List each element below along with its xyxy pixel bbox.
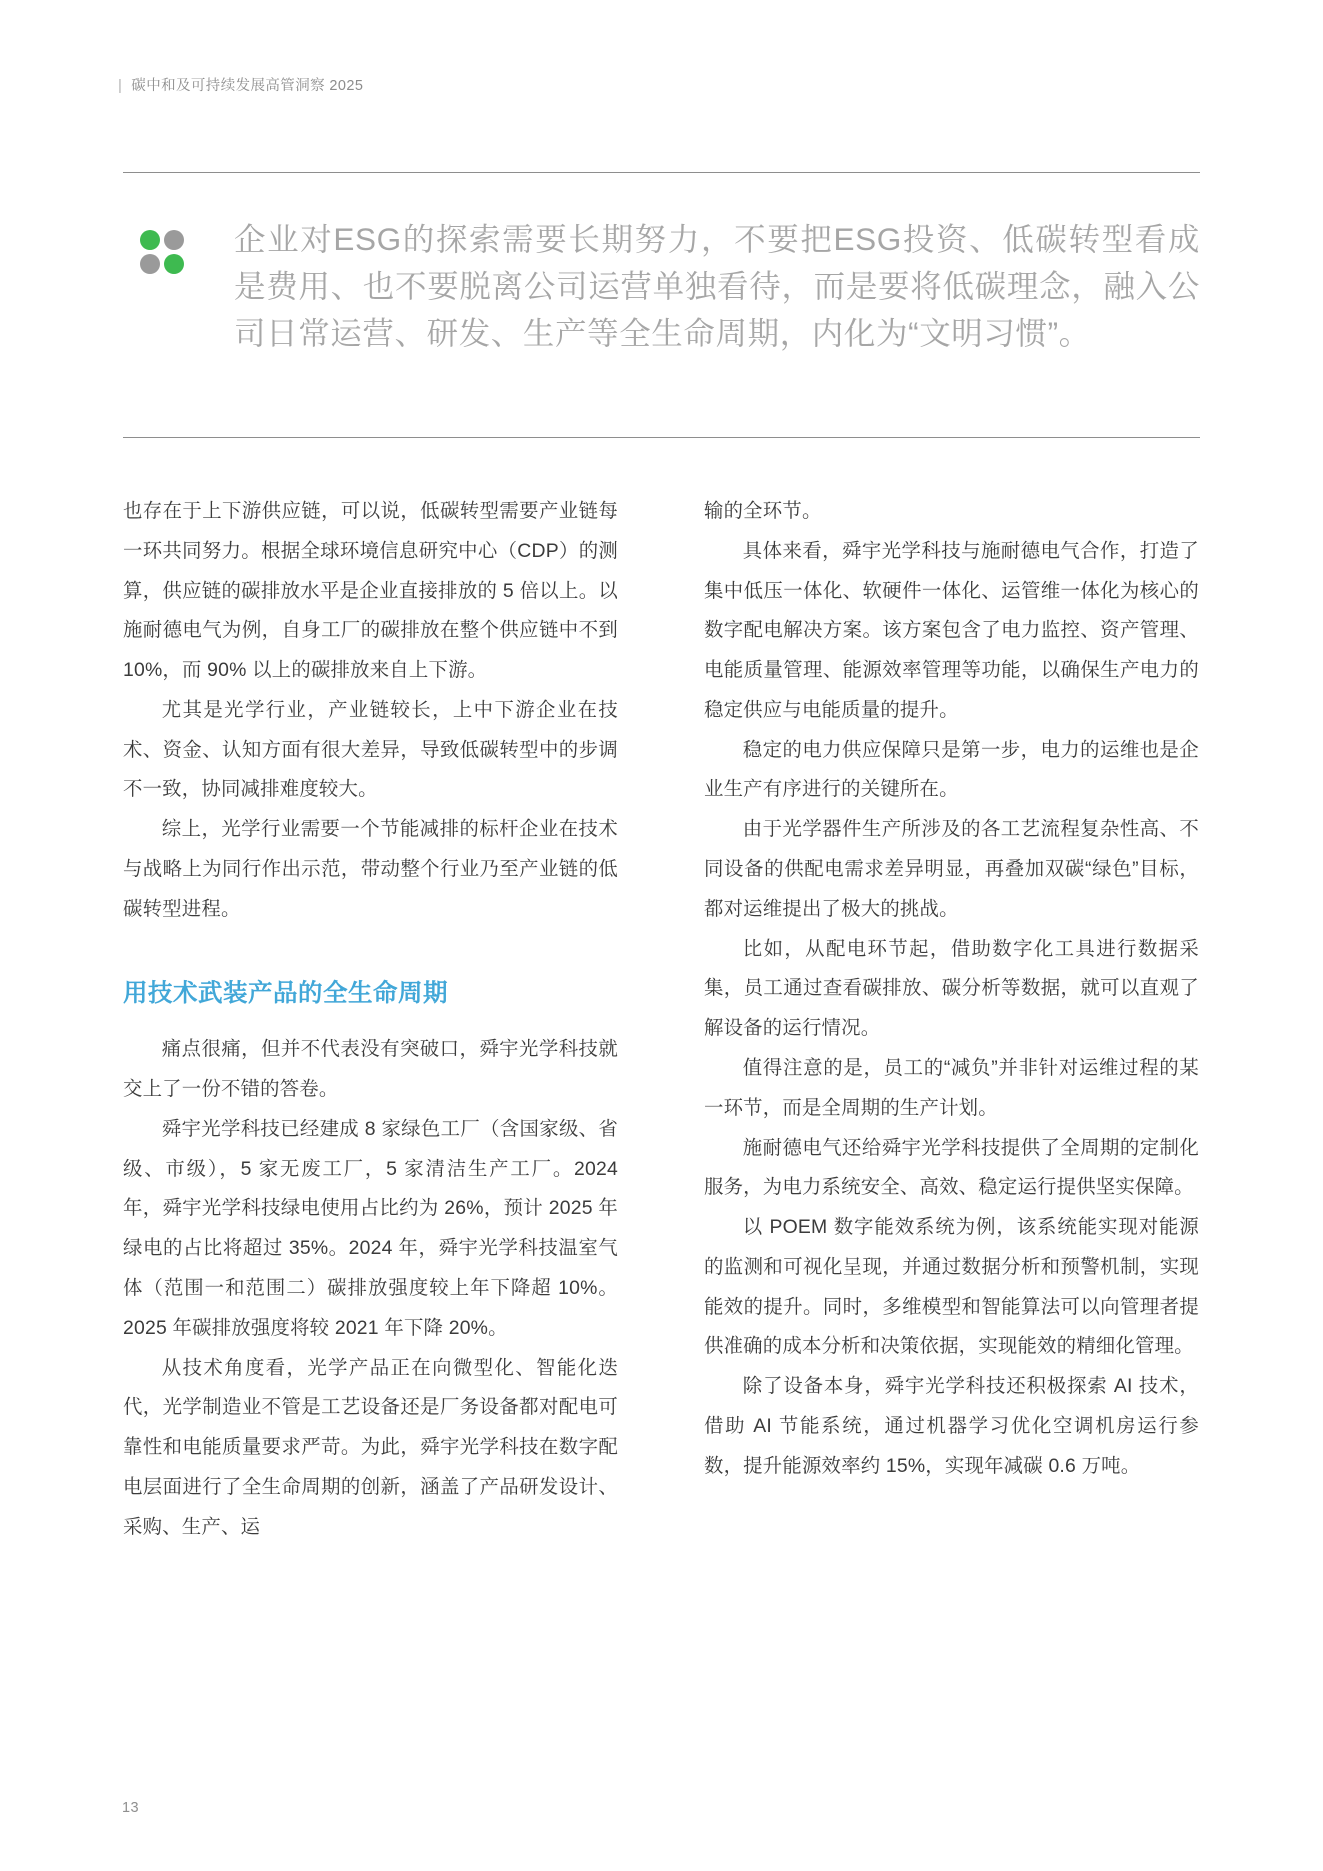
paragraph: 以 POEM 数字能效系统为例，该系统能实现对能源的监测和可视化呈现，并通过数据分析和预警机制，实现能效的提升。同时，多维模型和智能算法可以向管理者提供准确的成本分析和决策依据，实现能效的精细化管理。 — [704, 1216, 1199, 1358]
quote-bottom-divider — [123, 437, 1200, 438]
section-heading: 用技术武装产品的全生命周期 — [123, 979, 448, 1007]
paragraph: 具体来看，舜宇光学科技与施耐德电气合作，打造了集中低压一体化、软硬件一体化、运管维一体化为核心的数字配电解决方案。该方案包含了电力监控、资产管理、电能质量管理、能源效率管理等功能，以确保生产电力的稳定供应与电能质量的提升。 — [704, 539, 1199, 721]
paragraph: 输的全环节。 — [704, 500, 822, 522]
left-column — [123, 492, 618, 1548]
quote-top-divider — [123, 172, 1200, 173]
paragraph: 尤其是光学行业，产业链较长，上中下游企业在技术、资金、认知方面有很大差异，导致低碳转型中的步调不一致，协同减排难度较大。 — [123, 698, 618, 801]
paragraph: 也存在于上下游供应链，可以说，低碳转型需要产业链每一环共同努力。根据全球环境信息研究中心（CDP）的测算，供应链的碳排放水平是企业直接排放的 5 倍以上。以施耐德电气为例，自身工厂的碳排放在整个供应链中不到 10%，而 90% 以上的碳排放来自上下游。 — [123, 500, 618, 682]
header-title: 碳中和及可持续发展高管洞察 2025 — [131, 78, 364, 94]
paragraph: 值得注意的是，员工的“减负”并非针对运维过程的某一环节，而是全周期的生产计划。 — [704, 1056, 1199, 1119]
page-number: 13 — [122, 1800, 139, 1816]
paragraph: 施耐德电气还给舜宇光学科技提供了全周期的定制化服务，为电力系统安全、高效、稳定运行提供坚实保障。 — [704, 1136, 1199, 1199]
pull-quote-text: 企业对ESG的探索需要长期努力，不要把ESG投资、低碳转型看成是费用、也不要脱离公司运营单独看待，而是要将低碳理念，融入公司日常运营、研发、生产等全生命周期，内化为“文明习惯”。 — [234, 221, 1200, 351]
running-header — [118, 74, 363, 95]
dot-top-left-icon — [140, 230, 160, 250]
paragraph: 痛点很痛，但并不代表没有突破口，舜宇光学科技就交上了一份不错的答卷。 — [123, 1038, 618, 1101]
paragraph: 由于光学器件生产所涉及的各工艺流程复杂性高、不同设备的供配电需求差异明显，再叠加双碳“绿色”目标，都对运维提出了极大的挑战。 — [704, 818, 1199, 920]
paragraph: 综上，光学行业需要一个节能减排的标杆企业在技术与战略上为同行作出示范，带动整个行业乃至产业链的低碳转型进程。 — [123, 818, 618, 920]
right-column — [704, 492, 1199, 1548]
body-columns — [123, 492, 1200, 1548]
paragraph: 除了设备本身，舜宇光学科技还积极探索 AI 技术，借助 AI 节能系统，通过机器学习优化空调机房运行参数，提升能源效率约 15%，实现年减碳 0.6 万吨。 — [704, 1375, 1199, 1477]
paragraph: 从技术角度看，光学产品正在向微型化、智能化迭代，光学制造业不管是工艺设备还是厂务设备都对配电可靠性和电能质量要求严苛。为此，舜宇光学科技在数字配电层面进行了全生命周期的创新，涵盖了产品研发设计、采购、生产、运 — [123, 1356, 618, 1538]
header-bar-icon: | — [118, 77, 123, 94]
paragraph: 稳定的电力供应保障只是第一步，电力的运维也是企业生产有序进行的关键所在。 — [704, 738, 1199, 801]
paragraph: 比如，从配电环节起，借助数字化工具进行数据采集，员工通过查看碳排放、碳分析等数据，就可以直观了解设备的运行情况。 — [704, 937, 1199, 1040]
paragraph: 舜宇光学科技已经建成 8 家绿色工厂（含国家级、省级、市级），5 家无废工厂，5 家清洁生产工厂。2024 年，舜宇光学科技绿电使用占比约为 26%，预计 2025 年绿电的占比将超过 35%。2024 年，舜宇光学科技温室气体（范围一和范围二）碳排放强度较上年下降超 10%。2025 年碳排放强度将较 2021 年下降 20%。 — [123, 1117, 618, 1339]
dot-bottom-left-icon — [140, 254, 160, 274]
dot-top-right-icon — [164, 230, 184, 250]
dot-bottom-right-icon — [164, 254, 184, 274]
four-dots-icon — [140, 230, 184, 274]
pull-quote — [140, 216, 1200, 357]
